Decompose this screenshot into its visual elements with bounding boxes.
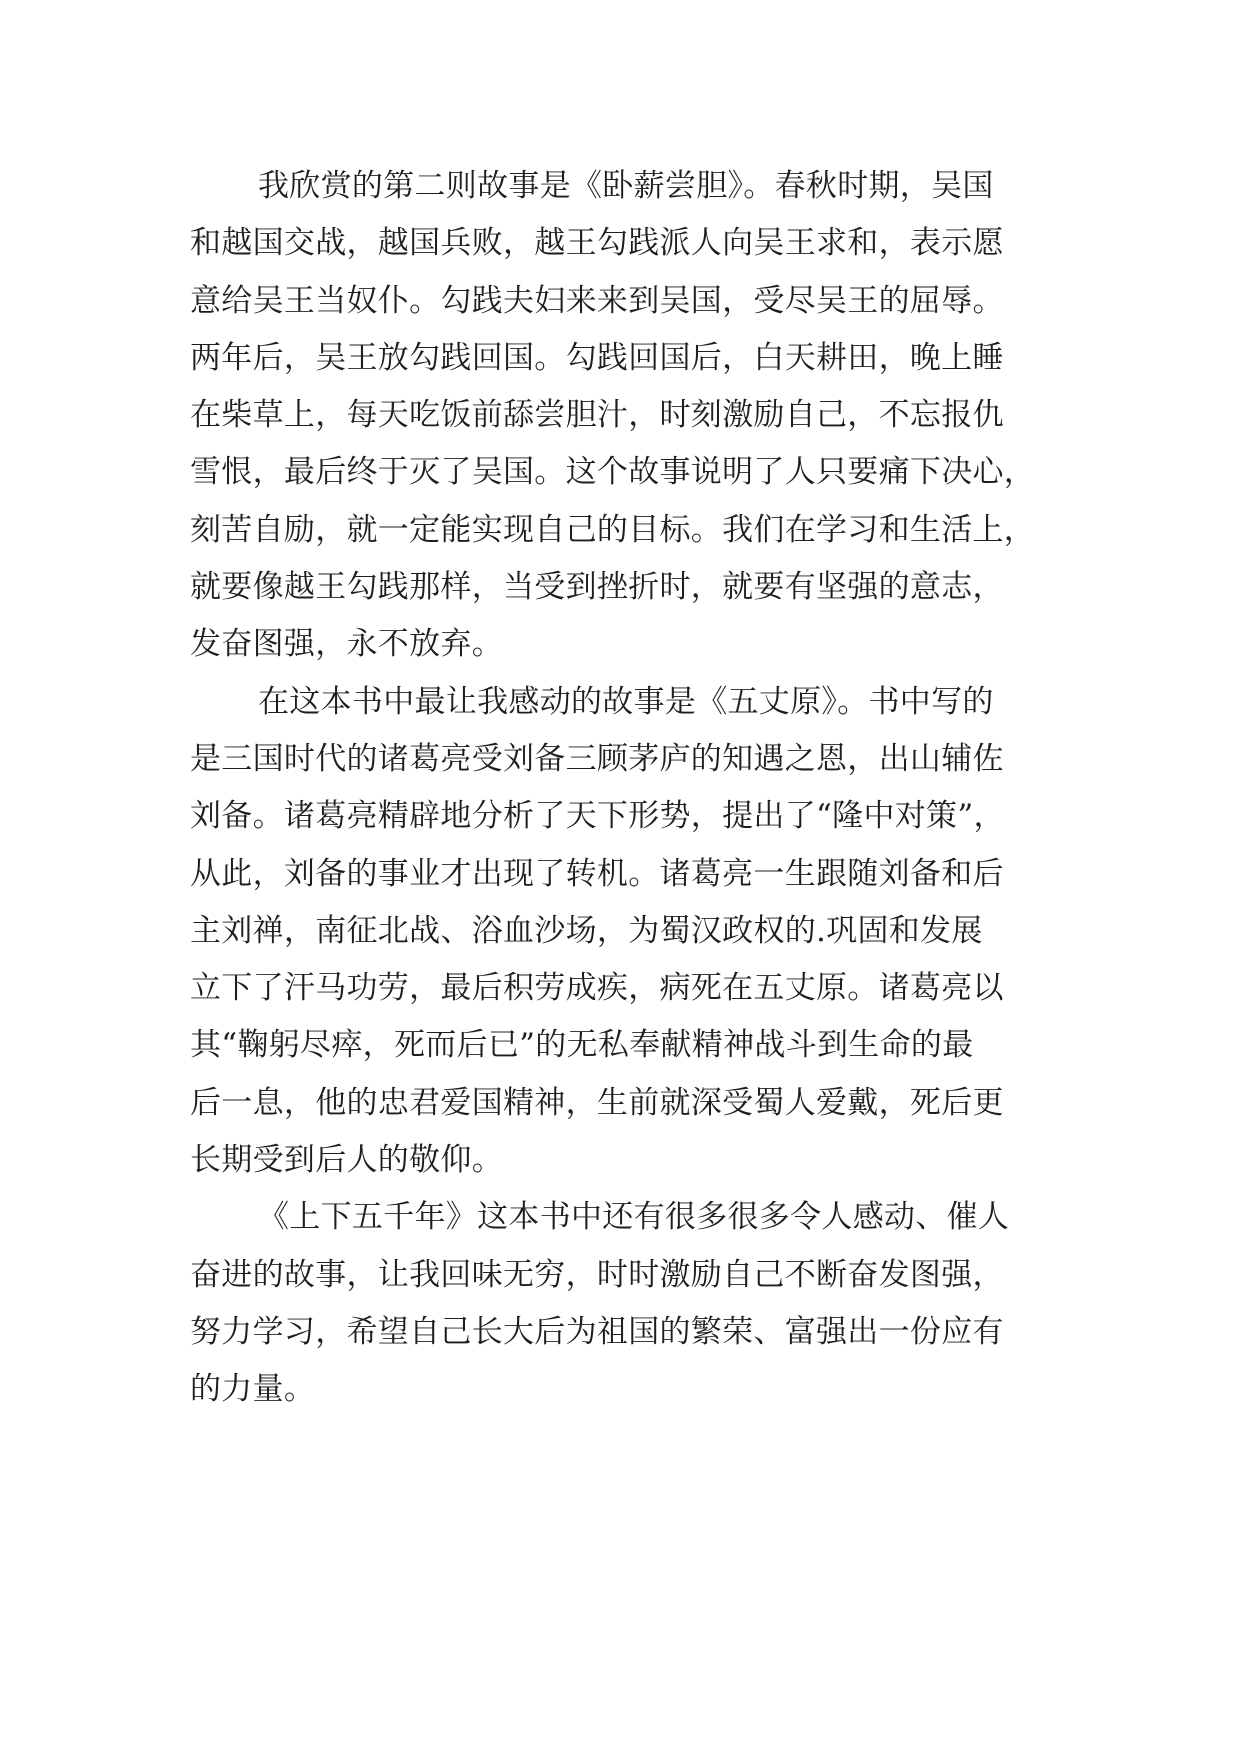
text-line: 是三国时代的诸葛亮受刘备三顾茅庐的知遇之恩，出山辅佐 <box>190 740 1004 777</box>
text-line: 的力量。 <box>190 1371 316 1408</box>
text-line: 奋进的故事，让我回味无穷，时时激励自己不断奋发图强， <box>190 1256 1004 1293</box>
text-line: 其“鞠躬尽瘁，死而后已”的无私奉献精神战斗到生命的最 <box>190 1027 974 1064</box>
paragraph-conclusion <box>190 1189 1070 1418</box>
text-line: 发奋图强，永不放弃。 <box>190 626 503 663</box>
text-line: 在柴草上，每天吃饭前舔尝胆汁，时刻激励自己，不忘报仇 <box>190 397 1004 434</box>
text-line: 刘备。诸葛亮精辟地分析了天下形势，提出了“隆中对策”， <box>190 798 1005 835</box>
text-line: 努力学习，希望自己长大后为祖国的繁荣、富强出一份应有 <box>190 1313 1004 1350</box>
paragraph-wu-zhang-yuan <box>190 674 1070 1190</box>
text-line: 两年后，吴王放勾践回国。勾践回国后，白天耕田，晚上睡 <box>190 339 1004 376</box>
text-line: 在这本书中最让我感动的故事是《五丈原》。书中写的 <box>258 683 994 720</box>
text-line: 后一息，他的忠君爱国精神，生前就深受蜀人爱戴，死后更 <box>190 1084 1004 1121</box>
text-line: 雪恨，最后终于灭了吴国。这个故事说明了人只要痛下决心， <box>190 454 1036 491</box>
text-line: 长期受到后人的敬仰。 <box>190 1142 503 1179</box>
text-line: 刻苦自励，就一定能实现自己的目标。我们在学习和生活上， <box>190 511 1036 548</box>
text-line: 和越国交战，越国兵败，越王勾践派人向吴王求和，表示愿 <box>190 225 1004 262</box>
text-line: 我欣赏的第二则故事是《卧薪尝胆》。春秋时期，吴国 <box>258 168 994 204</box>
text-line: 《上下五千年》这本书中还有很多很多令人感动、催人 <box>258 1199 1010 1236</box>
text-line: 立下了汗马功劳，最后积劳成疾，病死在五丈原。诸葛亮以 <box>190 970 1004 1007</box>
text-line: 意给吴王当奴仆。勾践夫妇来来到吴国，受尽吴王的屈辱。 <box>190 282 1004 319</box>
text-line: 从此，刘备的事业才出现了转机。诸葛亮一生跟随刘备和后 <box>190 855 1004 892</box>
text-line: 就要像越王勾践那样，当受到挫折时，就要有坚强的意志， <box>190 569 1004 606</box>
paragraph-wo-xin-chang-dan <box>190 158 1070 674</box>
document-body <box>190 158 1070 1419</box>
text-line: 主刘禅，南征北战、浴血沙场，为蜀汉政权的.巩固和发展 <box>190 912 983 949</box>
